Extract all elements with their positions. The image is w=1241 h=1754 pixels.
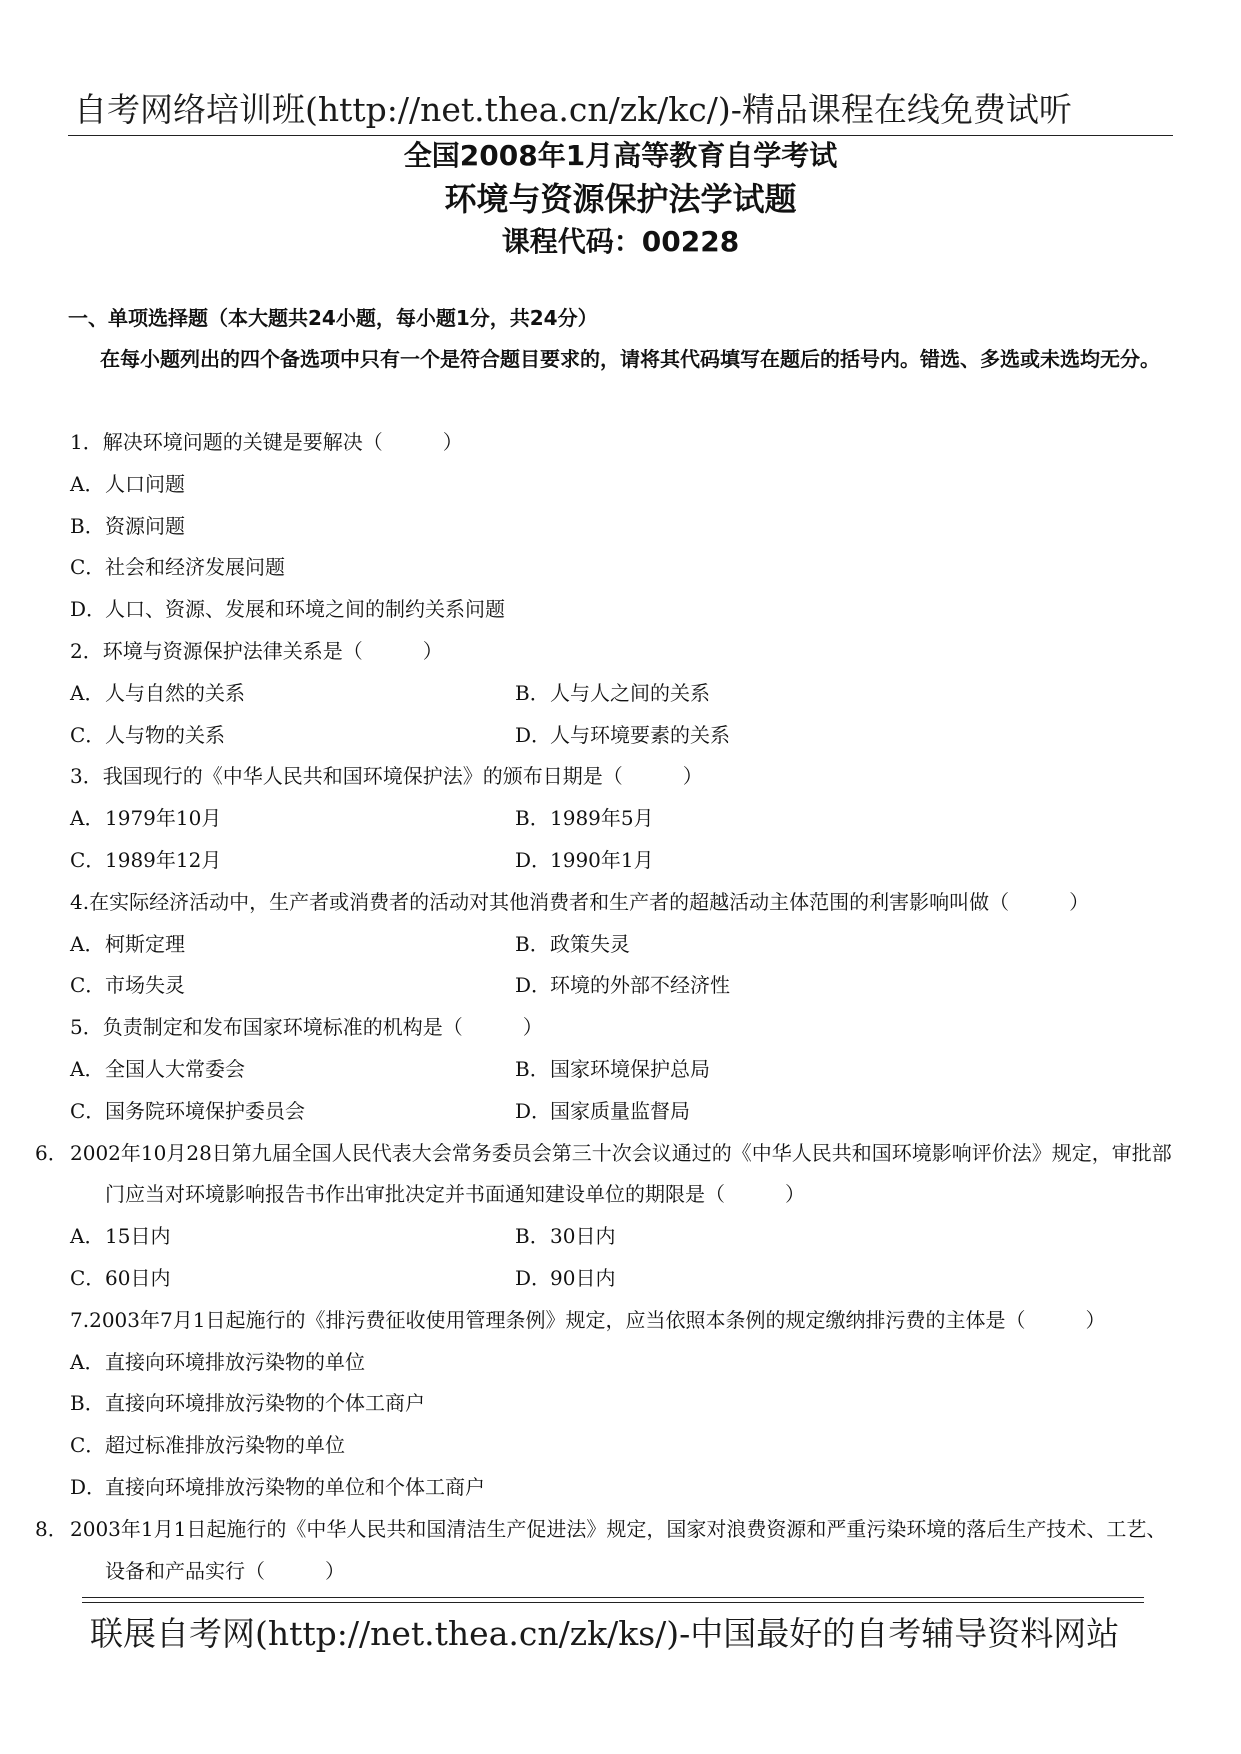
option-text: 人口、资源、发展和环境之间的制约关系问题 [105,597,505,622]
option-item [70,715,515,757]
option-label: B． [70,1391,105,1416]
option-label: A． [70,471,105,496]
option-text: 90日内 [550,1265,616,1290]
question-text: 在实际经济活动中，生产者或消费者的活动对其他消费者和生产者的超越活动主体范围的利害影响叫做（ ） [89,889,1090,914]
option-label: B． [515,931,550,956]
option-text: 社会和经济发展问题 [105,555,285,580]
option-label: D． [515,973,552,998]
option-text: 1990年1月 [550,847,654,872]
option-text: 超过标准排放污染物的单位 [105,1433,345,1458]
option-text: 资源问题 [105,513,185,538]
footer-divider [82,1597,1144,1603]
question-7 [70,1300,1180,1342]
option-label: A． [70,1349,105,1374]
option-label: C． [70,973,106,998]
option-item [70,840,515,882]
option-item [515,673,960,715]
section-heading: 一、单项选择题（本大题共24小题，每小题1分，共24分） [68,306,598,330]
option-row [70,1216,1180,1258]
option-label: A． [70,1224,105,1249]
option-label: C． [70,1433,106,1458]
option-item [70,673,515,715]
option-item [70,1216,515,1258]
option-text: 人与物的关系 [105,722,225,747]
option-label: D． [515,1098,552,1123]
question-text: 我国现行的《中华人民共和国环境保护法》的颁布日期是（ ） [102,764,703,789]
option-label: B． [515,1056,550,1081]
option-text: 30日内 [550,1224,616,1249]
question-number: 7. [70,1307,90,1332]
option-row [70,1383,1180,1425]
option-item [515,1216,960,1258]
option-label: D． [515,1265,552,1290]
option-text: 人与自然的关系 [105,680,245,705]
option-row [70,464,1180,506]
option-item [70,1467,485,1509]
question-number: 1． [70,430,103,454]
option-label: D． [70,597,107,622]
option-item [515,840,960,882]
option-row [70,1425,1180,1467]
option-label: A． [70,931,105,956]
question-3 [70,756,1180,798]
option-item [70,1091,515,1133]
option-item [70,464,185,506]
question-text: 解决环境问题的关键是要解决（ ） [102,430,463,454]
question-text: 2002年10月28日第九届全国人民代表大会常务委员会第三十次会议通过的《中华人民共和国环境影响评价法》规定，审批部门应当对环境影响报告书作出审批决定并书面通知建设单位的期限是（ ） [70,1140,1172,1207]
option-label: C． [70,1265,106,1290]
question-text: 负责制定和发布国家环境标准的机构是（ ） [102,1015,543,1040]
option-row [70,965,1180,1007]
option-row [70,1091,1180,1133]
option-item [515,798,960,840]
option-label: D． [515,847,552,872]
option-label: B． [515,1224,550,1249]
option-label: B． [70,513,105,538]
question-text: 2003年1月1日起施行的《中华人民共和国清洁生产促进法》规定，国家对浪费资源和严重污染环境的落后生产技术、工艺、设备和产品实行（ ） [70,1516,1167,1583]
option-row [70,589,1180,631]
option-text: 15日内 [105,1224,171,1249]
question-2 [70,631,1180,673]
question-number: 2． [70,638,103,663]
option-item [515,715,960,757]
option-label: A． [70,1056,105,1081]
question-list [35,422,1180,1592]
option-item [70,1049,515,1091]
option-item [70,506,185,548]
option-item [515,1049,960,1091]
option-row [70,924,1180,966]
option-item [70,1342,365,1384]
option-row [70,1467,1180,1509]
option-text: 柯斯定理 [105,931,185,956]
option-label: C． [70,555,106,580]
option-label: A． [70,680,105,705]
option-text: 全国人大常委会 [105,1056,245,1081]
option-row [70,506,1180,548]
option-text: 政策失灵 [550,931,630,956]
section-instructions: 在每小题列出的四个备选项中只有一个是符合题目要求的，请将其代码填写在题后的括号内。错选、多选或未选均无分。 [100,347,1160,371]
option-row [70,1342,1180,1384]
option-text: 直接向环境排放污染物的单位 [105,1349,365,1374]
question-number: 5． [70,1015,103,1040]
question-5 [70,1007,1180,1049]
option-item [70,798,515,840]
option-text: 1979年10月 [105,806,222,831]
option-label: D． [70,1474,107,1499]
question-6: 6． 2002年10月28日第九届全国人民代表大会常务委员会第三十次会议通过的《中华人民共和国环境影响评价法》规定，审批部门应当对环境影响报告书作出审批决定并书面通知建设单位的期限是（ ） [35,1140,1172,1207]
option-text: 直接向环境排放污染物的个体工商户 [105,1391,425,1416]
option-item [515,924,960,966]
exam-title: 全国2008年1月高等教育自学考试 [403,139,838,172]
page-header-text: 自考网络培训班(http://net.thea.cn/zk/kc/)-精品课程在线免费试听 [74,90,1072,129]
option-item [515,965,960,1007]
option-item [515,1091,960,1133]
option-label: B． [515,806,550,831]
option-row [70,715,1180,757]
question-1 [70,422,1180,464]
option-text: 人与人之间的关系 [550,680,710,705]
option-label: D． [515,722,552,747]
option-item [70,589,505,631]
question-number: 4. [70,889,90,914]
option-text: 1989年5月 [550,806,654,831]
option-text: 市场失灵 [105,973,185,998]
option-text: 直接向环境排放污染物的单位和个体工商户 [105,1474,485,1499]
option-label: C． [70,847,106,872]
option-text: 国家质量监督局 [550,1098,690,1123]
option-item [70,924,515,966]
option-row [70,547,1180,589]
question-text: 2003年7月1日起施行的《排污费征收使用管理条例》规定，应当依照本条例的规定缴纳排污费的主体是（ ） [89,1307,1106,1332]
option-row [70,840,1180,882]
question-number: 3． [70,764,103,789]
option-item [70,1258,515,1300]
option-text: 国家环境保护总局 [550,1056,710,1081]
option-row [70,1049,1180,1091]
option-text: 60日内 [105,1265,171,1290]
course-code: 课程代码：00228 [501,225,740,258]
option-label: A． [70,806,105,831]
option-label: B． [515,680,550,705]
option-text: 环境的外部不经济性 [550,973,730,998]
question-4 [70,882,1180,924]
page-footer-text: 联展自考网(http://net.thea.cn/zk/ks/)-中国最好的自考辅导资料网站 [90,1614,1120,1653]
option-row [70,673,1180,715]
option-text: 人口问题 [105,471,185,496]
option-item [70,965,515,1007]
option-item [515,1258,960,1300]
option-text: 人与环境要素的关系 [550,722,730,747]
option-label: C． [70,722,106,747]
option-text: 1989年12月 [105,847,222,872]
option-item [70,547,285,589]
option-label: C． [70,1098,106,1123]
question-8: 8． 2003年1月1日起施行的《中华人民共和国清洁生产促进法》规定，国家对浪费资源和严重污染环境的落后生产技术、工艺、设备和产品实行（ ） [35,1516,1167,1583]
exam-subject: 环境与资源保护法学试题 [444,180,797,218]
option-item [70,1383,425,1425]
option-item [70,1425,345,1467]
option-row [70,798,1180,840]
question-text: 环境与资源保护法律关系是（ ） [102,638,443,663]
option-text: 国务院环境保护委员会 [105,1098,305,1123]
option-row [70,1258,1180,1300]
